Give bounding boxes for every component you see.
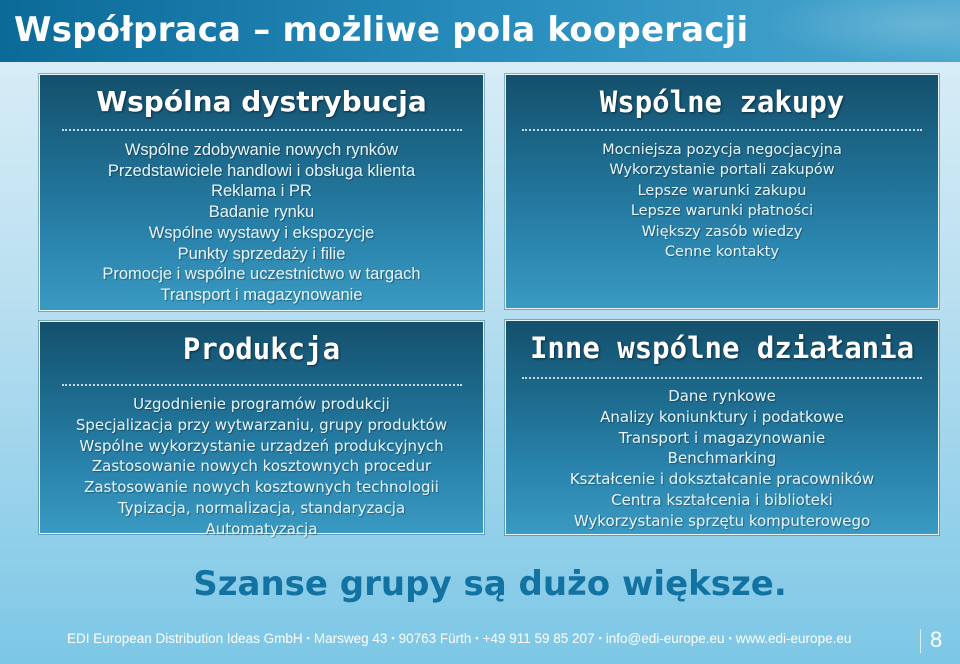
separator-icon: ▪ bbox=[598, 633, 602, 643]
footer-phone: +49 911 59 85 207 bbox=[482, 631, 595, 646]
panel-production bbox=[39, 321, 484, 538]
list-item: Zastosowanie nowych kosztownych procedur bbox=[91, 457, 432, 476]
list-item: Zastosowanie nowych kosztownych technologii bbox=[84, 478, 439, 497]
list-item: Mocniejsza pozycja negocjacyjna bbox=[602, 142, 842, 158]
list-item: Kształcenie i dokształcanie pracowników bbox=[569, 470, 875, 489]
panel-distribution bbox=[39, 74, 484, 311]
list-item: Większy zasób wiedzy bbox=[641, 223, 803, 240]
tagline: Szanse grupy są dużo większe. bbox=[193, 564, 787, 604]
list-item: Wykorzystanie portali zakupów bbox=[609, 162, 835, 179]
list-item: Benchmarking bbox=[667, 449, 777, 468]
list-item: Dane rynkowe bbox=[668, 387, 776, 405]
list-item: Wykorzystanie sprzętu komputerowego bbox=[573, 511, 871, 530]
dotted-divider bbox=[522, 377, 922, 379]
dotted-divider bbox=[522, 129, 922, 131]
dotted-divider bbox=[62, 384, 462, 386]
list-item: Lepsze warunki zakupu bbox=[637, 182, 807, 199]
separator-icon: ▪ bbox=[306, 633, 310, 643]
separator-icon: ▪ bbox=[475, 633, 479, 643]
panel-distribution-heading: Wspólna dystrybucja bbox=[96, 85, 427, 118]
list-item: Wspólne wykorzystanie urządzeń produkcyjnych bbox=[79, 436, 444, 455]
separator-icon: ▪ bbox=[728, 633, 732, 643]
dotted-divider bbox=[62, 129, 462, 131]
list-item: Wspólne zdobywanie nowych rynków bbox=[124, 141, 399, 159]
panel-purchasing bbox=[505, 74, 939, 309]
panel-production-heading: Produkcja bbox=[182, 332, 341, 366]
list-item: Uzgodnienie programów produkcji bbox=[133, 395, 390, 413]
footer-company: EDI European Distribution Ideas GmbH bbox=[67, 631, 303, 646]
title-decoration bbox=[760, 0, 960, 62]
footer-divider bbox=[920, 629, 921, 653]
panel-other-list bbox=[506, 386, 938, 532]
list-item: Analizy koniunktury i podatkowe bbox=[600, 407, 844, 426]
panel-purchasing-list bbox=[506, 140, 938, 262]
list-item: Wspólne wystawy i ekspozycje bbox=[148, 223, 375, 242]
footer-city: 90763 Fürth bbox=[398, 631, 472, 646]
panel-production-list bbox=[40, 394, 483, 540]
list-item: Badanie rynku bbox=[208, 203, 315, 222]
list-item: Centra kształcenia i biblioteki bbox=[611, 490, 833, 509]
list-item: Punkty sprzedaży i filie bbox=[177, 244, 346, 263]
panel-distribution-list bbox=[40, 140, 483, 306]
list-item: Transport i magazynowanie bbox=[618, 428, 826, 447]
page-title: Współpraca – możliwe pola kooperacji bbox=[14, 10, 749, 50]
list-item: Cenne kontakty bbox=[664, 244, 780, 261]
footer-contact bbox=[67, 631, 851, 646]
list-item: Typizacja, normalizacja, standaryzacja bbox=[117, 498, 406, 517]
list-item: Promocje i wspólne uczestnictwo w targach bbox=[102, 265, 421, 284]
page-number: 8 bbox=[930, 627, 943, 652]
list-item: Transport i magazynowanie bbox=[160, 285, 363, 304]
list-item: Reklama i PR bbox=[211, 182, 312, 201]
list-item: Lepsze warunki płatności bbox=[630, 203, 814, 220]
panel-other-heading: Inne wspólne działania bbox=[529, 331, 915, 365]
footer-street: Marsweg 43 bbox=[313, 631, 388, 646]
footer bbox=[0, 625, 960, 657]
panel-other bbox=[505, 320, 939, 535]
list-item: Przedstawiciele handlowi i obsługa klienta bbox=[107, 161, 416, 180]
list-item: Automatyzacja bbox=[205, 519, 318, 538]
footer-website-link[interactable]: www.edi-europe.eu bbox=[735, 631, 852, 646]
title-bar bbox=[0, 0, 960, 62]
footer-email-link[interactable]: info@edi-europe.eu bbox=[605, 631, 725, 646]
separator-icon: ▪ bbox=[391, 633, 395, 643]
list-item: Specjalizacja przy wytwarzaniu, grupy produktów bbox=[75, 415, 448, 434]
panel-purchasing-heading: Wspólne zakupy bbox=[599, 85, 845, 119]
